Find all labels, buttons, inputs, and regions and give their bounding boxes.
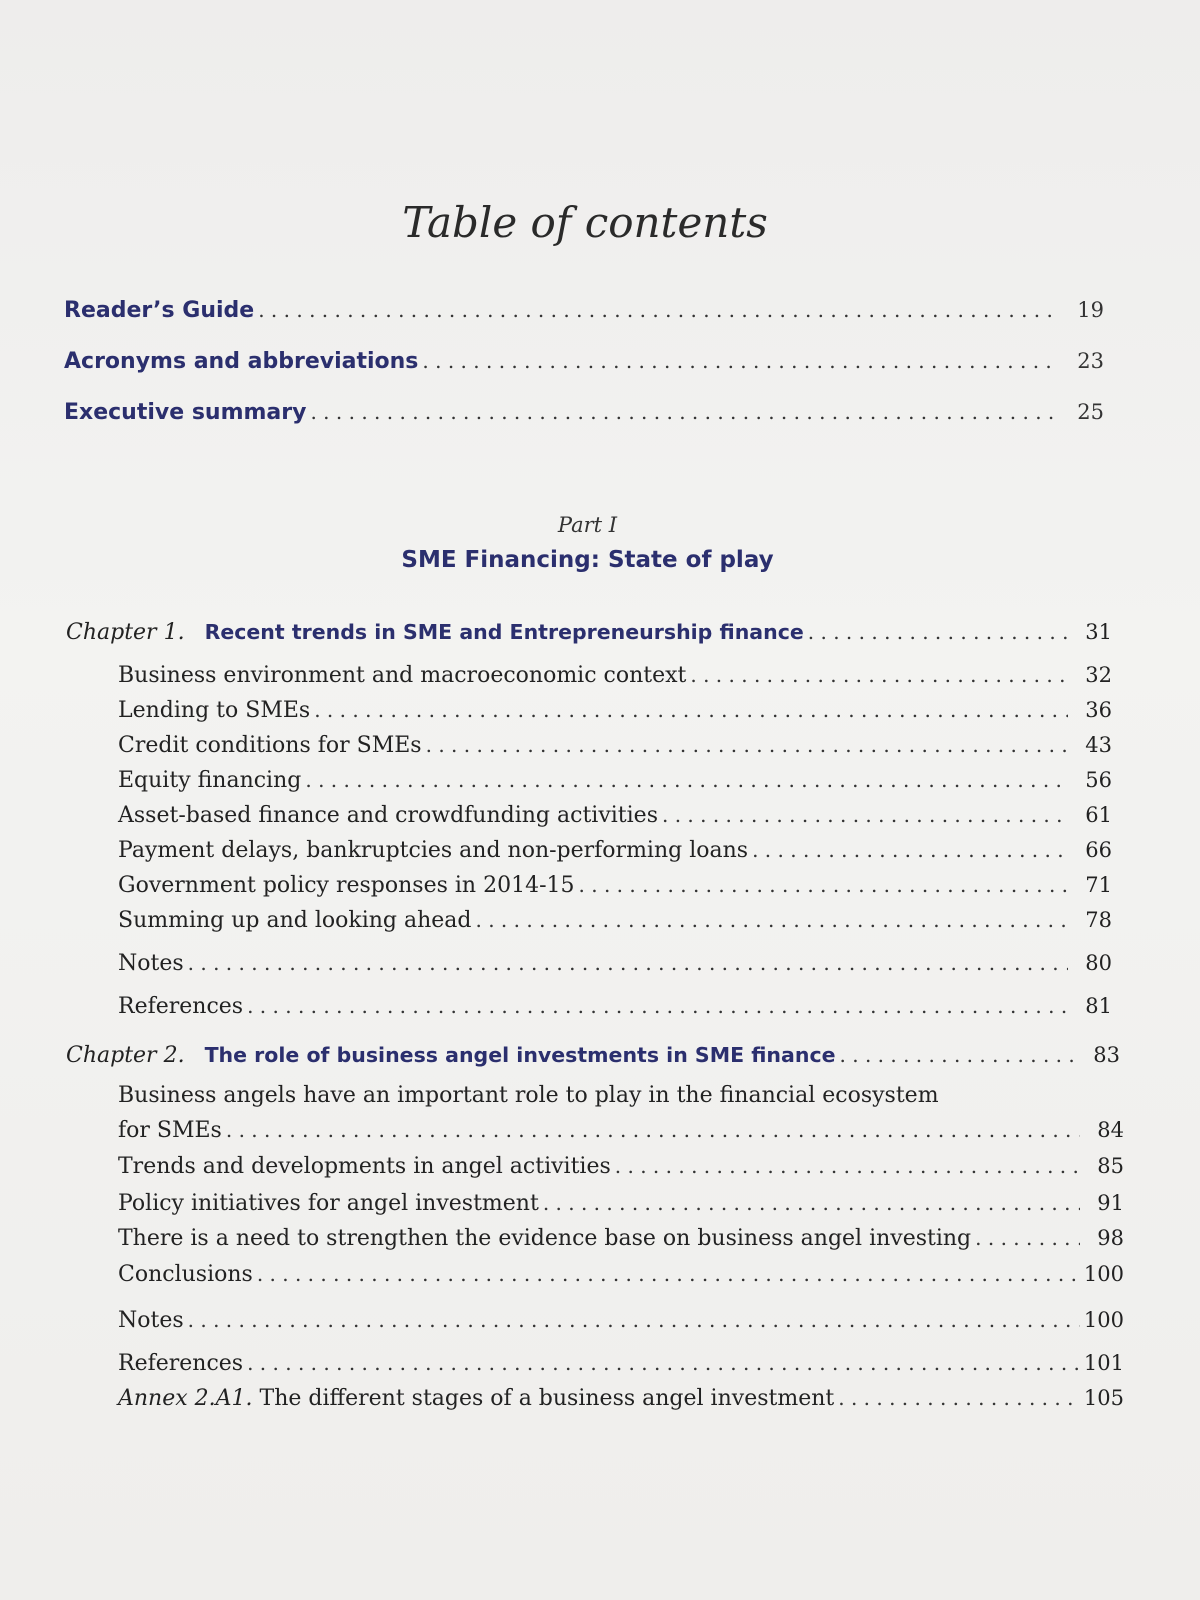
toc-section-label: Credit conditions for SMEs — [118, 733, 422, 758]
dot-leader — [226, 1118, 1080, 1142]
toc-section[interactable] — [118, 951, 1112, 976]
annex-label: The different stages of a business angel investment — [259, 1386, 835, 1411]
toc-entry-label: Acronyms and abbreviations — [64, 349, 419, 374]
toc-section-page: 85 — [1097, 1154, 1124, 1178]
toc-section-page: 105 — [1083, 1386, 1124, 1410]
toc-section-page: 43 — [1085, 733, 1112, 757]
toc-section-page: 84 — [1097, 1118, 1124, 1142]
dot-leader — [257, 1262, 1080, 1286]
toc-section-page: 36 — [1085, 698, 1112, 722]
toc-section-page: 98 — [1097, 1226, 1124, 1250]
toc-entry-acronyms[interactable] — [64, 349, 1104, 374]
toc-section[interactable] — [118, 1262, 1124, 1287]
toc-section[interactable] — [118, 803, 1112, 828]
dot-leader — [247, 994, 1068, 1018]
toc-section-label: Lending to SMEs — [118, 698, 311, 723]
toc-chapter-2[interactable] — [66, 1043, 1120, 1068]
dot-leader — [975, 1226, 1080, 1250]
toc-entry-page: 31 — [1085, 620, 1112, 644]
chapter-title: Recent trends in SME and Entrepreneurship finance — [204, 620, 804, 644]
toc-entry-label: Reader’s Guide — [64, 298, 255, 323]
toc-section-label: References — [118, 1351, 244, 1376]
toc-section[interactable] — [118, 1191, 1124, 1216]
toc-section-label: Conclusions — [118, 1262, 253, 1287]
toc-section-label: Notes — [118, 951, 184, 976]
page-title: Table of contents — [402, 198, 768, 247]
toc-entry-page: 83 — [1093, 1043, 1120, 1067]
toc-section-label: Asset-based finance and crowdfunding activities — [118, 803, 658, 828]
toc-section[interactable] — [118, 663, 1112, 688]
toc-section-line1[interactable]: Business angels have an important role to play in the financial ecosystem — [118, 1083, 939, 1108]
toc-section-page: 100 — [1083, 1308, 1124, 1332]
dot-leader — [752, 838, 1068, 862]
toc-section-label: Payment delays, bankruptcies and non-performing loans — [118, 838, 749, 863]
toc-section[interactable] — [118, 1226, 1124, 1251]
toc-entry-page: 25 — [1077, 400, 1104, 424]
toc-section[interactable] — [118, 1118, 1124, 1143]
toc-section-page: 56 — [1085, 768, 1112, 792]
toc-section-page: 61 — [1085, 803, 1112, 827]
toc-section-page: 81 — [1085, 994, 1112, 1018]
toc-section-page: 91 — [1097, 1191, 1124, 1215]
dot-leader — [247, 1351, 1080, 1375]
toc-annex[interactable] — [118, 1386, 1124, 1411]
dot-leader — [662, 803, 1068, 827]
toc-entry-label: Executive summary — [64, 400, 307, 425]
dot-leader — [314, 698, 1068, 722]
toc-section[interactable] — [118, 1351, 1124, 1376]
dot-leader — [426, 733, 1068, 757]
dot-leader — [258, 298, 1060, 322]
dot-leader — [188, 1308, 1080, 1332]
dot-leader — [422, 349, 1060, 373]
toc-entry-page: 19 — [1077, 298, 1104, 322]
toc-section-page: 78 — [1085, 908, 1112, 932]
toc-section-label: Policy initiatives for angel investment — [118, 1191, 539, 1216]
toc-entry-executive-summary[interactable] — [64, 400, 1104, 425]
toc-section-label: for SMEs — [118, 1118, 222, 1143]
toc-section-label: Government policy responses in 2014-15 — [118, 873, 575, 898]
toc-section-label: Business environment and macroeconomic context — [118, 663, 687, 688]
dot-leader — [579, 873, 1068, 897]
dot-leader — [615, 1154, 1080, 1178]
toc-entry-readers-guide[interactable] — [64, 298, 1104, 323]
toc-section[interactable] — [118, 873, 1112, 898]
dot-leader — [543, 1191, 1080, 1215]
toc-section-label: Trends and developments in angel activities — [118, 1154, 611, 1179]
toc-section-label: Notes — [118, 1308, 184, 1333]
toc-section[interactable] — [118, 1154, 1124, 1179]
toc-section-page: 71 — [1085, 873, 1112, 897]
dot-leader — [188, 951, 1068, 975]
toc-section[interactable] — [118, 733, 1112, 758]
dot-leader — [838, 1386, 1080, 1410]
dot-leader — [476, 908, 1069, 932]
dot-leader — [808, 620, 1068, 644]
toc-entry-page: 23 — [1077, 349, 1104, 373]
dot-leader — [310, 400, 1060, 424]
toc-section-label: Summing up and looking ahead — [118, 908, 472, 933]
toc-section-label: References — [118, 994, 244, 1019]
dot-leader — [840, 1043, 1076, 1067]
toc-section-page: 66 — [1085, 838, 1112, 862]
toc-section[interactable] — [118, 698, 1112, 723]
toc-chapter-1[interactable] — [66, 620, 1112, 645]
toc-section[interactable] — [118, 908, 1112, 933]
toc-section[interactable] — [118, 838, 1112, 863]
toc-section[interactable] — [118, 768, 1112, 793]
toc-section-page: 80 — [1085, 951, 1112, 975]
dot-leader — [690, 663, 1068, 687]
toc-section-page: 32 — [1085, 663, 1112, 687]
chapter-title: The role of business angel investments in SME finance — [204, 1043, 836, 1067]
toc-section-label: There is a need to strengthen the evidence base on business angel investing — [118, 1226, 972, 1251]
annex-number: Annex 2.A1. — [118, 1386, 253, 1411]
chapter-number: Chapter 2. — [66, 1043, 185, 1068]
chapter-number: Chapter 1. — [66, 620, 185, 645]
toc-section-page: 101 — [1083, 1351, 1124, 1375]
toc-section[interactable] — [118, 994, 1112, 1019]
toc-section-label: Equity financing — [118, 768, 302, 793]
toc-section[interactable] — [118, 1308, 1124, 1333]
part-label: Part I — [557, 513, 618, 537]
dot-leader — [305, 768, 1068, 792]
toc-section-page: 100 — [1083, 1262, 1124, 1286]
part-title: SME Financing: State of play — [401, 547, 774, 573]
